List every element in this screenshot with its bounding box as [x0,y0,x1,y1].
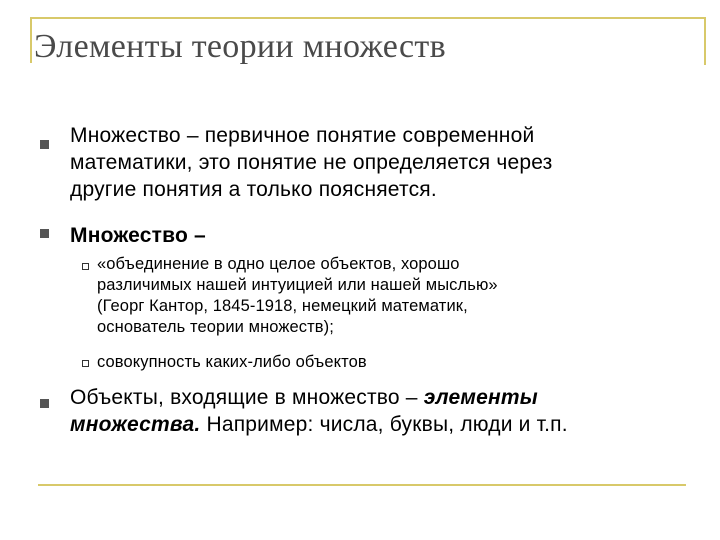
sub-bullet-1-line: «объединение в одно целое объектов, хорошо [97,255,460,273]
bullet-1-line: математики, это понятие не определяется через [70,151,553,174]
bullet-1-line: другие понятия а только поясняется. [70,178,437,201]
bullet-1-line: Множество – первичное понятие современной [70,124,535,147]
sub-bullet-1-line: (Георг Кантор, 1845-1918, немецкий математик, [97,297,468,315]
bottom-rule [38,484,686,486]
bullet-2-text: Множество – [70,224,206,247]
bullet-square-icon [40,399,49,408]
bullet-3-plain-1: Объекты, входящие в множество – [70,386,424,409]
bullet-square-icon [40,229,49,238]
slide-title: Элементы теории множеств [34,28,446,65]
frame-right-line [704,17,706,65]
bullet-1-text [70,122,552,203]
bullet-square-icon [40,140,49,149]
bullet-3-emphasis-2: множества. [70,413,201,436]
sub-bullet-1-text [97,254,498,338]
frame-top-line [30,17,706,19]
frame-left-line [30,17,32,63]
bullet-3-line-1 [70,384,568,411]
bullet-3-plain-2: Например: числа, буквы, люди и т.п. [200,413,568,436]
bullet-3-text [70,384,568,438]
sub-bullet-1-line: различимых нашей интуицией или нашей мыслью» [97,276,498,294]
sub-bullet-2-text: совокупность каких-либо объектов [97,353,367,371]
sub-bullet-square-icon [82,263,89,270]
sub-bullet-square-icon [82,360,89,367]
bullet-3-line-2 [70,411,568,438]
sub-bullet-1-line: основатель теории множеств); [97,318,334,336]
bullet-3-emphasis-1: элементы [423,386,538,409]
